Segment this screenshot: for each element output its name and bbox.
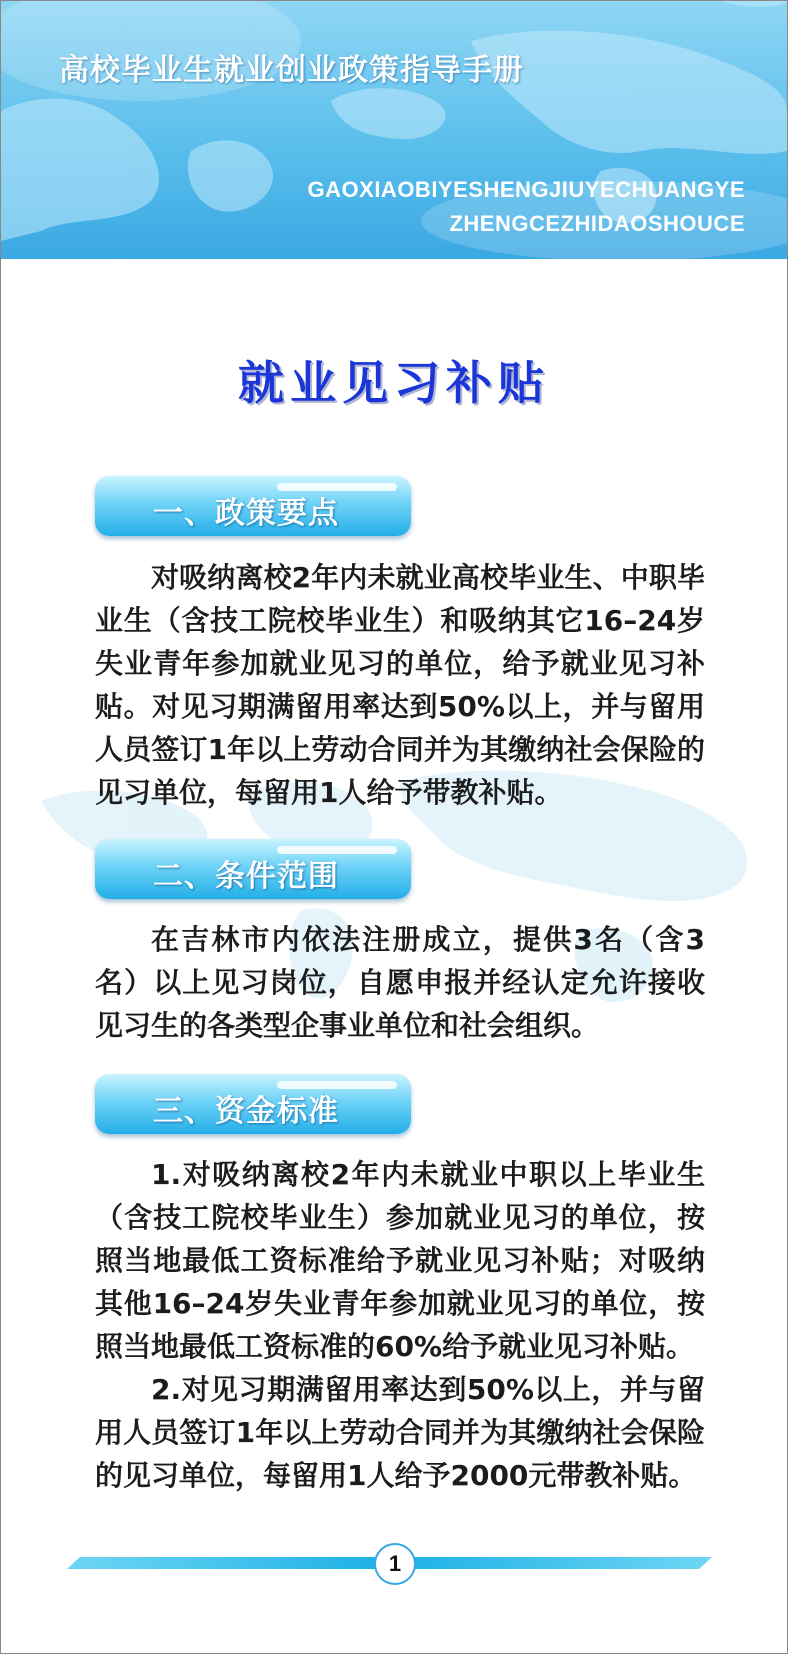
section-heading-conditions (95, 839, 411, 899)
section-heading-label: 一、政策要点 (153, 496, 339, 531)
paragraph: 2.对见习期满留用率达到50%以上，并与留用人员签订1年以上劳动合同并为其缴纳社会保险的见习单位，每留用1人给予2000元带教补贴。 (95, 1373, 705, 1492)
section-body-conditions (95, 918, 705, 1047)
section-body-funding-standard (95, 1153, 705, 1497)
subtitle-line-2: ZHENGCEZHIDAOSHOUCE (449, 211, 745, 236)
section-body-policy-points (95, 556, 705, 814)
section-heading-label: 二、条件范围 (153, 859, 339, 894)
page-header-banner (1, 1, 787, 259)
document-title: 就业见习补贴 (238, 356, 550, 410)
paragraph: 1.对吸纳离校2年内未就业中职以上毕业生（含技工院校毕业生）参加就业见习的单位，按照当地最低工资标准给予就业见习补贴；对吸纳其他16–24岁失业青年参加就业见习的单位，按照当地最低工资标准的60%给予就业见习补贴。 (95, 1158, 705, 1363)
page-number: 1 (374, 1543, 416, 1585)
section-heading-funding-standard (95, 1074, 411, 1134)
handbook-title: 高校毕业生就业创业政策指导手册 (59, 53, 524, 88)
paragraph: 对吸纳离校2年内未就业高校毕业生、中职毕业生（含技工院校毕业生）和吸纳其它16–24岁失业青年参加就业见习的单位，给予就业见习补贴。对见习期满留用率达到50%以上，并与留用人员签订1年以上劳动合同并为其缴纳社会保险的见习单位，每留用1人给予带教补贴。 (95, 561, 705, 809)
handbook-pinyin-subtitle (308, 173, 745, 241)
section-heading-policy-points (95, 476, 411, 536)
section-heading-label: 三、资金标准 (153, 1094, 339, 1129)
subtitle-line-1: GAOXIAOBIYESHENGJIUYECHUANGYE (307, 177, 745, 202)
paragraph: 在吉林市内依法注册成立，提供3名（含3名）以上见习岗位，自愿申报并经认定允许接收见习生的各类型企事业单位和社会组织。 (95, 923, 705, 1042)
